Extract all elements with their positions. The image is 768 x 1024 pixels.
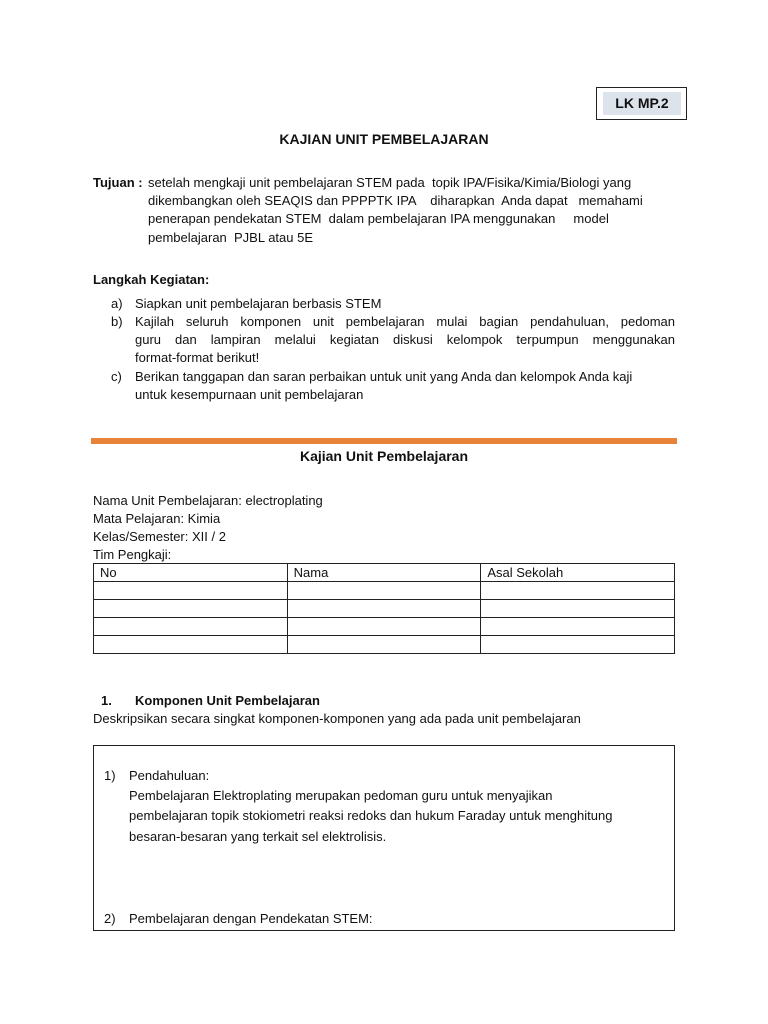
header-no: No: [94, 564, 288, 582]
list-item: Berikan tanggapan dan saran perbaikan untuk unit yang Anda dan kelompok Anda kaji: [135, 369, 633, 384]
item-title: Pembelajaran dengan Pendekatan STEM:: [129, 911, 373, 926]
table-row: [94, 600, 675, 618]
section1-description: Deskripsikan secara singkat komponen-komponen yang ada pada unit pembelajaran: [93, 711, 581, 726]
table-cell[interactable]: [94, 618, 288, 636]
header-nama: Nama: [287, 564, 481, 582]
field-class: Kelas/Semester: XII / 2: [93, 529, 226, 544]
list-marker: a): [111, 296, 123, 311]
item-marker: 1): [104, 768, 116, 783]
table-cell[interactable]: [94, 582, 288, 600]
tujuan-line: pembelajaran PJBL atau 5E: [148, 230, 314, 245]
table-cell[interactable]: [94, 636, 288, 654]
list-item: guru dan lampiran melalui kegiatan diskusi kelompok terpumpun menggunakan: [135, 332, 675, 347]
tujuan-line: dikembangkan oleh SEAQIS dan PPPPTK IPA diharapkan Anda dapat memahami: [148, 193, 643, 208]
langkah-heading: Langkah Kegiatan:: [93, 272, 210, 287]
lk-badge-label: LK MP.2: [603, 92, 681, 115]
table-header-row: [94, 564, 675, 582]
section1-heading: Komponen Unit Pembelajaran: [135, 693, 320, 708]
item-text: Pembelajaran Elektroplating merupakan pedoman guru untuk menyajikan: [129, 788, 553, 803]
table-cell[interactable]: [287, 618, 481, 636]
table-row: [94, 582, 675, 600]
list-item: untuk kesempurnaan unit pembelajaran: [135, 387, 364, 402]
table-cell[interactable]: [481, 600, 675, 618]
table-cell[interactable]: [481, 618, 675, 636]
table-cell[interactable]: [287, 600, 481, 618]
field-subject: Mata Pelajaran: Kimia: [93, 511, 221, 526]
team-table: [93, 563, 675, 654]
table-cell[interactable]: [481, 582, 675, 600]
item-text: besaran-besaran yang terkait sel elektrolisis.: [129, 829, 387, 844]
field-team: Tim Pengkaji:: [93, 547, 172, 562]
header-asal-sekolah: Asal Sekolah: [481, 564, 675, 582]
table-cell[interactable]: [287, 582, 481, 600]
field-unit: Nama Unit Pembelajaran: electroplating: [93, 493, 323, 508]
list-item: Siapkan unit pembelajaran berbasis STEM: [135, 296, 382, 311]
section1-number: 1.: [101, 693, 112, 708]
table-cell[interactable]: [481, 636, 675, 654]
list-item: Kajilah seluruh komponen unit pembelajaran mulai bagian pendahuluan, pedoman: [135, 314, 675, 329]
item-title: Pendahuluan:: [129, 768, 210, 783]
section-title: Kajian Unit Pembelajaran: [299, 448, 469, 464]
tujuan-line: setelah mengkaji unit pembelajaran STEM pada topik IPA/Fisika/Kimia/Biologi yang: [148, 175, 632, 190]
list-marker: b): [111, 314, 123, 329]
table-cell[interactable]: [94, 600, 288, 618]
page-title: KAJIAN UNIT PEMBELAJARAN: [279, 131, 489, 147]
list-marker: c): [111, 369, 122, 384]
orange-divider: [91, 438, 677, 444]
tujuan-label: Tujuan :: [93, 175, 143, 190]
lk-badge: [596, 87, 687, 120]
table-row: [94, 636, 675, 654]
tujuan-line: penerapan pendekatan STEM dalam pembelajaran IPA menggunakan model: [148, 211, 609, 226]
list-item: format-format berikut!: [135, 350, 260, 365]
table-row: [94, 618, 675, 636]
table-cell[interactable]: [287, 636, 481, 654]
item-text: pembelajaran topik stokiometri reaksi redoks dan hukum Faraday untuk menghitung: [129, 808, 613, 823]
item-marker: 2): [104, 911, 116, 926]
